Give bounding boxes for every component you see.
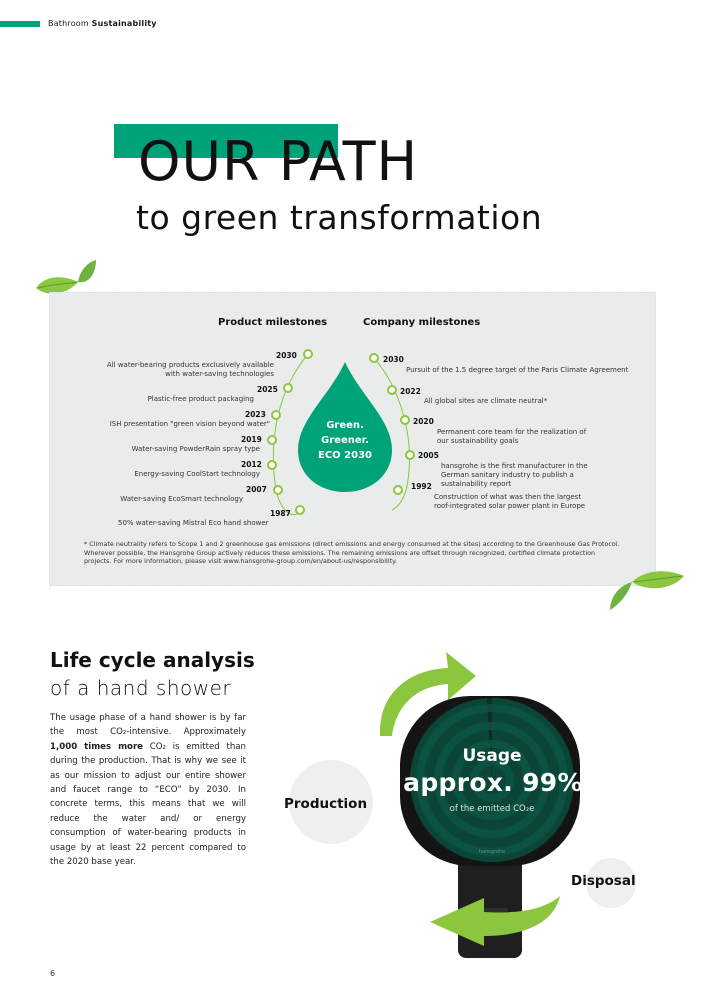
product-milestone-text: Water-saving PowderRain spray type [131,445,260,453]
company-year: 2020 [413,417,434,426]
section-prefix: Bathroom [48,19,89,28]
arrow-icon-lower [426,892,566,948]
lca-body-text [50,711,246,869]
product-milestone-text: Water-saving EcoSmart technology [120,495,243,503]
product-milestone-text: All water-bearing products exclusively available with water-saving technologies [106,361,274,378]
drop-slogan [298,418,392,463]
company-year: 2030 [383,355,404,364]
lca-body-emphasis: 1,000 times more [50,741,144,752]
company-milestone-text: Permanent core team for the realization of our sustainability goals [437,428,587,445]
drop-line-2: Greener. [321,435,369,446]
lca-title: Life cycle analysis [50,648,255,672]
lca-body-part-1: The usage phase of a hand shower is by far the most CO₂-intensive. Approximately [50,713,246,738]
product-year: 2023 [245,410,266,419]
product-milestone-text: ISH presentation "green vision beyond water" [109,420,270,428]
product-year: 2019 [241,435,262,444]
product-milestone-text: Energy-saving CoolStart technology [134,470,260,478]
company-year: 2022 [400,387,421,396]
drop-line-1: Green. [326,420,364,431]
usage-note: of the emitted CO₂e [449,804,535,814]
section-name: Sustainability [91,19,157,28]
lca-body-part-2: CO₂ is emitted than during the production. That is why we see it as our mission to adjust our entire shower and faucet range to “ECO” by 2030. In concrete terms, this means that we will reduce the water and/ or energy consumption of water-bearing products in usage by at least 22 percent compared to the 2020 base year. [50,741,247,868]
page-title: OUR PATH [138,130,419,193]
leaf-icon-bottom-right [608,562,686,612]
usage-percentage: approx. 99% [403,768,583,797]
page-subtitle: to green transformation [136,198,543,237]
product-year: 2025 [257,385,278,394]
company-milestone-text: hansgrohe is the first manufacturer in the German sanitary industry to publish a sustainability report [441,462,588,488]
company-milestone-text: Pursuit of the 1.5 degree target of the Paris Climate Agreement [406,366,629,374]
company-year: 2005 [418,451,439,460]
usage-label: Usage [462,746,522,766]
header-accent-bar [0,21,40,27]
product-milestones-heading: Product milestones [218,317,328,328]
section-label [48,19,157,28]
product-year: 2012 [241,460,262,469]
company-milestones-heading: Company milestones [363,317,481,328]
product-milestone-text: Plastic-free product packaging [147,395,254,403]
page-number: 6 [50,969,56,978]
disposal-label: Disposal [571,873,636,889]
product-year: 2030 [276,351,297,360]
company-milestone-text: Construction of what was then the largest roof-integrated solar power plant in Europe [434,493,586,510]
lca-subtitle: of a hand shower [50,676,232,700]
company-year: 1992 [411,482,432,491]
drop-line-3: ECO 2030 [318,450,372,461]
arrow-icon-upper [370,648,480,740]
climate-neutrality-footnote: * Climate neutrality refers to Scope 1 and 2 greenhouse gas emissions (direct emissions and energy consumed at the sites) according to the Greenhouse Gas Protocol. Wherever possible, the Hansgrohe Group actively reduces these emissions. The remaining emissions are offset through recognized, certified climate protection projects. For more information, please visit www.hansgrohe-group.com/en/about-us/responsibility. [84,540,620,565]
company-milestone-text: All global sites are climate neutral* [424,397,548,405]
brand-logo: hansgrohe [478,849,506,855]
product-year: 1987 [270,509,291,518]
production-label: Production [284,796,368,812]
product-milestone-text: 50% water-saving Mistral Eco hand shower [118,519,269,527]
product-year: 2007 [246,485,267,494]
